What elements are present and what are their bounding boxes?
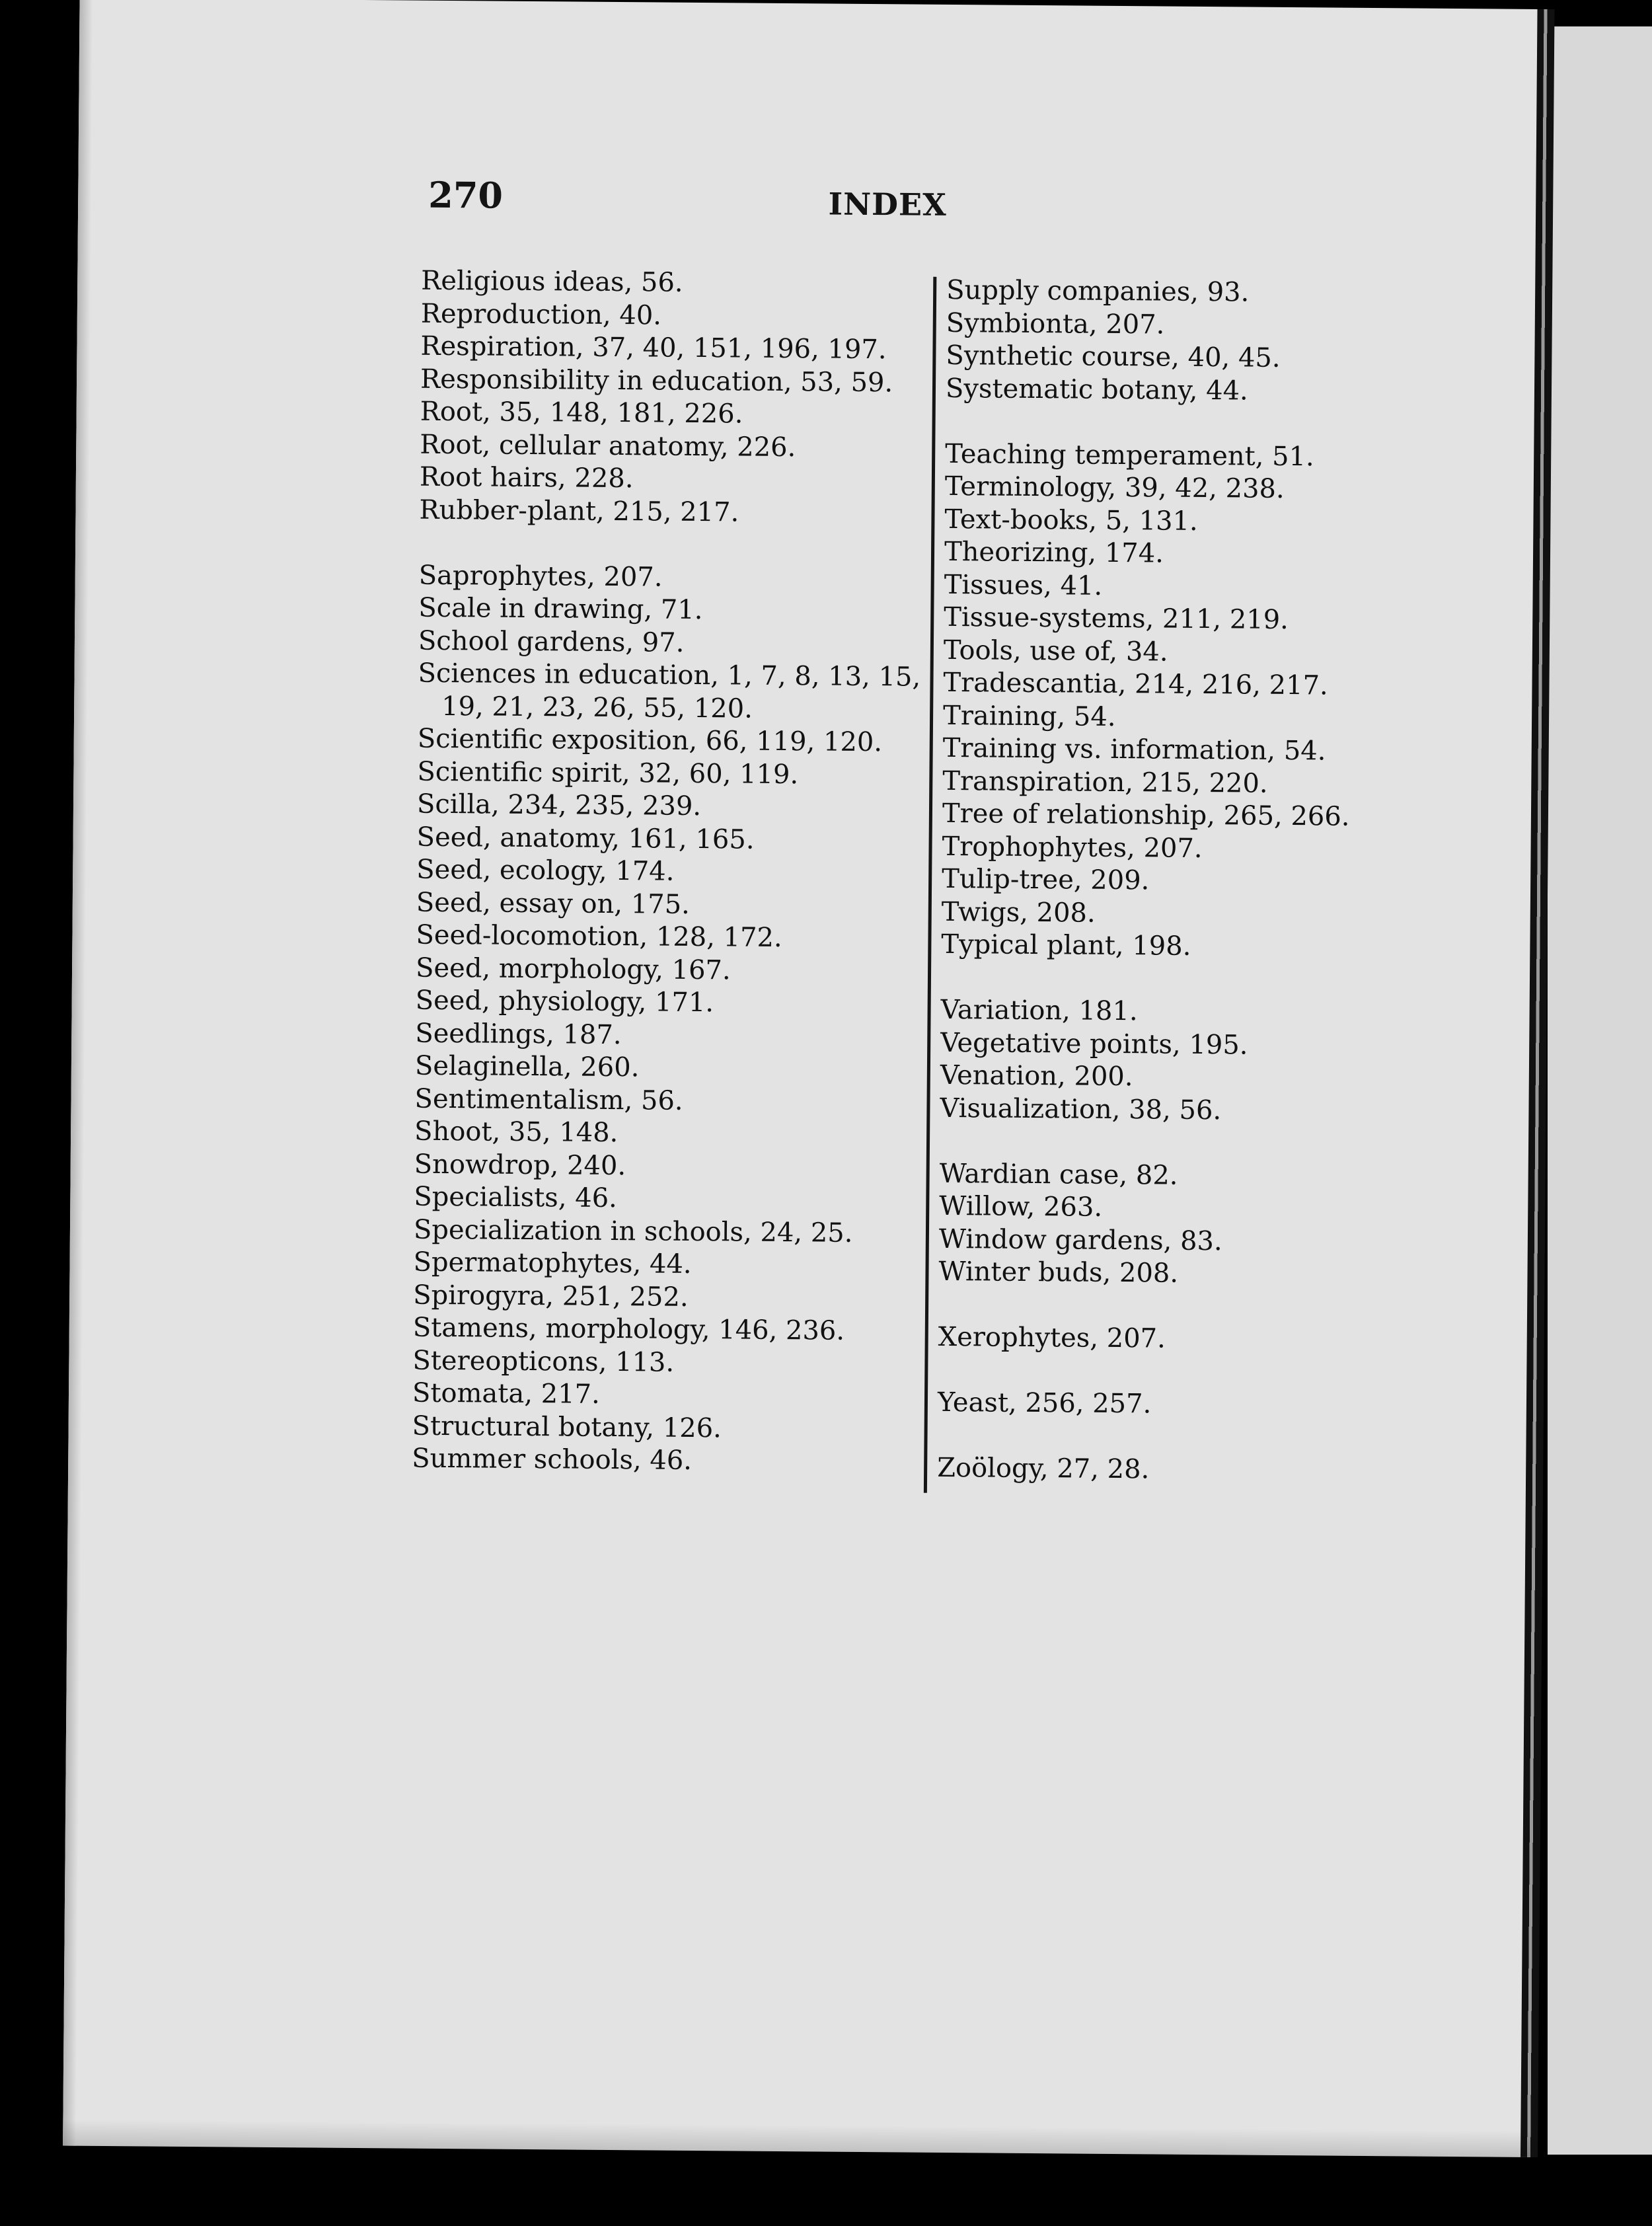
section-gap (938, 1288, 1335, 1324)
index-entry: Tree of relationship, 265, 266. (942, 798, 1350, 832)
index-entry: Window gardens, 83. (938, 1223, 1222, 1256)
index-entry: Systematic botany, 44. (945, 373, 1248, 406)
index-entry: Seed-locomotion, 128, 172. (416, 919, 782, 954)
section-gap (940, 1125, 1336, 1161)
index-entry: Scale in drawing, 71. (418, 592, 703, 626)
index-entry: Seed, anatomy, 161, 165. (416, 822, 755, 855)
index-entry: Seed, ecology, 174. (416, 854, 675, 887)
section-gap (941, 961, 1337, 997)
index-entry: Zoölogy, 27, 28. (936, 1452, 1150, 1485)
index-entry: Theorizing, 174. (944, 536, 1164, 569)
index-entry: Sciences in education, 1, 7, 8, 13, 15, (418, 658, 921, 693)
index-entry: Text-books, 5, 131. (944, 504, 1198, 537)
index-entry: Responsibility in education, 53, 59. (420, 364, 893, 398)
index-entry: Symbionta, 207. (946, 307, 1165, 340)
page-number: 270 (428, 173, 504, 217)
index-column-left (412, 265, 923, 1479)
index-entry: Tissues, 41. (944, 569, 1103, 601)
index-entry: Trophophytes, 207. (942, 831, 1203, 864)
index-entry: Root, cellular anatomy, 226. (420, 429, 796, 463)
index-entry: Religious ideas, 56. (421, 265, 683, 298)
index-entry: Snowdrop, 240. (414, 1149, 626, 1181)
index-entry: Seed, essay on, 175. (416, 887, 691, 920)
index-entry: Twigs, 208. (941, 896, 1096, 929)
index-entry: Transpiration, 215, 220. (942, 765, 1268, 799)
index-column-right (936, 274, 1350, 1488)
index-entry: Vegetative points, 195. (940, 1027, 1248, 1061)
index-entry: Terminology, 39, 42, 238. (944, 471, 1285, 504)
index-entry: Rubber-plant, 215, 217. (419, 494, 739, 527)
index-entry: Supply companies, 93. (946, 274, 1250, 308)
index-entry: Specialization in schools, 24, 25. (413, 1214, 853, 1248)
index-entry: Stereopticons, 113. (412, 1345, 675, 1378)
index-entry: Tissue-systems, 211, 219. (944, 601, 1289, 636)
index-entry: Tools, use of, 34. (943, 634, 1168, 668)
index-entry: Scientific exposition, 66, 119, 120. (417, 723, 883, 758)
index-entry: Training, 54. (942, 700, 1116, 732)
index-entry: Spirogyra, 251, 252. (413, 1280, 689, 1313)
index-entry: Synthetic course, 40, 45. (946, 340, 1281, 373)
index-entry: Scientific spirit, 32, 60, 119. (417, 756, 799, 790)
index-entry: Wardian case, 82. (939, 1158, 1178, 1191)
index-entry: Shoot, 35, 148. (414, 1116, 619, 1149)
facing-page-edge (1548, 26, 1652, 2155)
index-entry: Stamens, morphology, 146, 236. (412, 1312, 845, 1346)
index-entry: Willow, 263. (939, 1190, 1103, 1223)
index-entry: Saprophytes, 207. (418, 560, 663, 593)
index-entry: Visualization, 38, 56. (940, 1093, 1222, 1126)
index-entry: Specialists, 46. (414, 1181, 618, 1214)
index-entry: Venation, 200. (940, 1059, 1133, 1093)
index-entry: Xerophytes, 207. (938, 1321, 1166, 1354)
page-bottom-shadow (63, 2120, 1531, 2157)
page-title: INDEX (828, 186, 948, 223)
index-entry: Structural botany, 126. (412, 1410, 722, 1443)
index-entry: Typical plant, 198. (941, 929, 1191, 962)
index-entry: Scilla, 234, 235, 239. (416, 788, 702, 822)
index-entry: Respiration, 37, 40, 151, 196, 197. (420, 330, 887, 365)
index-entry: Sentimentalism, 56. (414, 1083, 683, 1116)
index-entry: School gardens, 97. (418, 625, 685, 658)
index-entry: Stomata, 217. (412, 1377, 600, 1410)
index-entry: Training vs. information, 54. (942, 732, 1326, 767)
index-entry: Spermatophytes, 44. (413, 1247, 692, 1280)
index-entry: Root hairs, 228. (419, 461, 634, 494)
index-entry: Seed, physiology, 171. (415, 985, 714, 1018)
index-entry: Tulip-tree, 209. (941, 863, 1150, 896)
section-gap (945, 405, 1341, 441)
index-entry: 19, 21, 23, 26, 55, 120. (441, 691, 753, 724)
index-entry: Reproduction, 40. (420, 298, 662, 331)
section-gap (937, 1419, 1333, 1455)
index-entry: Seedlings, 187. (415, 1018, 622, 1050)
index-entry: Tradescantia, 214, 216, 217. (943, 667, 1328, 701)
running-head (342, 173, 1433, 235)
section-gap (938, 1354, 1334, 1389)
index-entry: Root, 35, 148, 181, 226. (420, 396, 743, 430)
page-edge-shadow (63, 0, 93, 2146)
index-entry: Yeast, 256, 257. (937, 1387, 1152, 1420)
index-entry: Teaching temperament, 51. (945, 438, 1314, 472)
index-entry: Variation, 181. (940, 994, 1138, 1027)
index-entry: Summer schools, 46. (412, 1443, 693, 1476)
index-entry: Selaginella, 260. (414, 1050, 640, 1083)
column-divider (924, 277, 936, 1493)
section-gap (419, 527, 921, 563)
index-page (63, 0, 1548, 2157)
index-entry: Winter buds, 208. (938, 1256, 1179, 1289)
index-entry: Seed, morphology, 167. (415, 952, 731, 985)
